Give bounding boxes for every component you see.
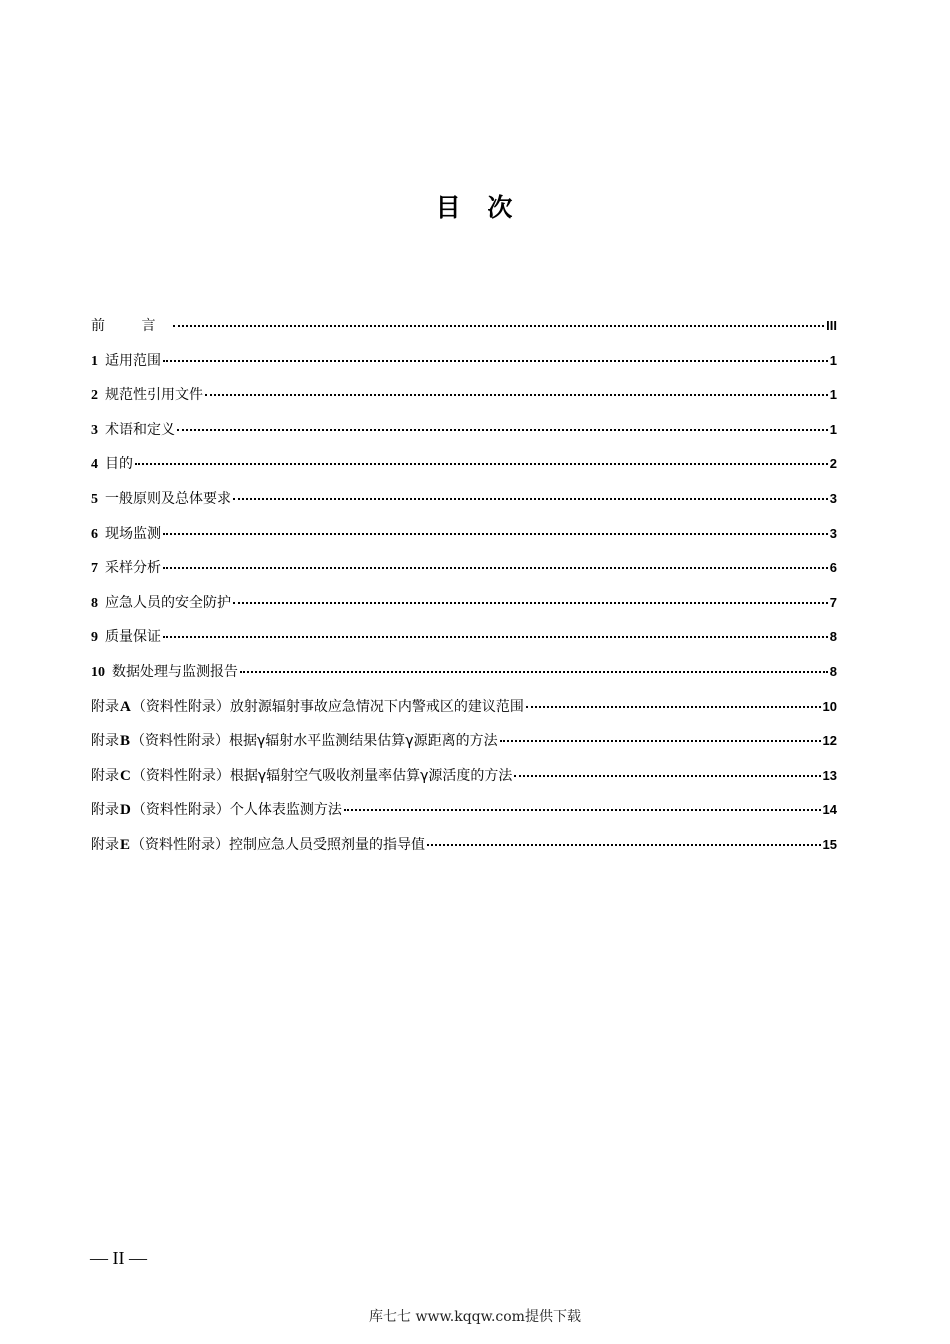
toc-page-number: 1	[829, 421, 837, 437]
toc-appendix-prefix: 附录	[91, 767, 119, 784]
toc-entry-label: （资料性附录）个人体表监测方法	[131, 802, 342, 819]
toc-entry-label: （资料性附录）控制应急人员受照剂量的指导值	[131, 836, 426, 853]
toc-entry-7[interactable]	[91, 558, 837, 593]
toc-section-number: 7	[91, 561, 98, 577]
toc-leader-dots	[344, 809, 821, 811]
toc-appendix-prefix: 附录	[91, 836, 119, 853]
toc-appendix-prefix: 附录	[91, 733, 119, 750]
toc-section-number: 10	[91, 664, 105, 680]
toc-appendix-letter: A	[120, 698, 131, 715]
toc-entry-label: （资料性附录）根据γ辐射空气吸收剂量率估算γ源活度的方法	[131, 767, 513, 784]
toc-page-number: 2	[829, 456, 837, 472]
toc-section-number: 4	[91, 457, 98, 473]
toc-appendix-prefix: 附录	[91, 802, 119, 819]
toc-page-number: 10	[822, 698, 837, 714]
toc-section-number: 6	[91, 526, 98, 542]
toc-leader-dots	[163, 360, 828, 362]
toc-entry-foreword[interactable]	[91, 316, 837, 351]
toc-entry-label: 术语和定义	[105, 421, 175, 438]
toc-page-number: 7	[829, 594, 837, 610]
toc-leader-dots	[233, 498, 828, 500]
toc-leader-dots	[163, 567, 828, 569]
toc-page-number: 14	[822, 802, 837, 818]
toc-leader-dots	[173, 325, 824, 327]
toc-appendix-letter: C	[120, 767, 131, 784]
toc-leader-dots	[135, 463, 828, 465]
toc-entry-6[interactable]	[91, 524, 837, 559]
toc-appendix-letter: D	[120, 802, 131, 819]
toc-page-number: 13	[822, 767, 837, 783]
toc-entry-4[interactable]	[91, 454, 837, 489]
toc-leader-dots	[163, 636, 828, 638]
toc-section-number: 5	[91, 491, 98, 507]
toc-page-number: 12	[822, 733, 837, 749]
toc-page-number: 3	[829, 490, 837, 506]
toc-entry-10[interactable]	[91, 662, 837, 697]
page-title: 目 次	[435, 193, 515, 222]
toc-entry-label: 采样分析	[105, 560, 161, 577]
toc-leader-dots	[205, 394, 828, 396]
toc-section-number: 1	[91, 353, 98, 369]
toc-page-number: III	[826, 318, 837, 333]
toc-entry-label: 现场监测	[105, 525, 161, 542]
toc-leader-dots	[514, 775, 820, 777]
toc-entry-label: 前 言	[91, 318, 172, 334]
table-of-contents	[91, 316, 837, 870]
toc-entry-label: 规范性引用文件	[105, 387, 203, 404]
toc-entry-appendix-c[interactable]	[91, 766, 837, 801]
toc-entry-9[interactable]	[91, 627, 837, 662]
toc-entry-label: （资料性附录）放射源辐射事故应急情况下内警戒区的建议范围	[131, 698, 524, 715]
toc-entry-label: 应急人员的安全防护	[105, 594, 231, 611]
toc-page-number: 8	[829, 629, 837, 645]
toc-leader-dots	[500, 740, 821, 742]
toc-section-number: 8	[91, 595, 98, 611]
toc-page-number: 3	[829, 525, 837, 541]
footer-page-number: — II —	[90, 1248, 147, 1268]
toc-entry-label: 质量保证	[105, 629, 161, 646]
toc-leader-dots	[163, 533, 828, 535]
toc-entry-1[interactable]	[91, 351, 837, 386]
toc-section-number: 9	[91, 630, 98, 646]
toc-entry-label: 适用范围	[105, 352, 161, 369]
toc-entry-appendix-e[interactable]	[91, 835, 837, 870]
toc-entry-appendix-b[interactable]	[91, 731, 837, 766]
toc-leader-dots	[177, 429, 828, 431]
toc-entry-appendix-a[interactable]	[91, 697, 837, 732]
toc-page-number: 15	[822, 836, 837, 852]
toc-section-number: 2	[91, 388, 98, 404]
toc-entry-3[interactable]	[91, 420, 837, 455]
toc-page-number: 6	[829, 560, 837, 576]
toc-entry-2[interactable]	[91, 385, 837, 420]
footer-source-note: 库七七 www.kqqw.com提供下载	[369, 1309, 581, 1325]
toc-leader-dots	[233, 602, 828, 604]
toc-leader-dots	[427, 844, 821, 846]
toc-entry-label: 数据处理与监测报告	[112, 663, 238, 680]
toc-entry-5[interactable]	[91, 489, 837, 524]
toc-entry-label: 一般原则及总体要求	[105, 490, 231, 507]
toc-page-number: 1	[829, 352, 837, 368]
toc-entry-appendix-d[interactable]	[91, 800, 837, 835]
toc-leader-dots	[526, 706, 821, 708]
toc-entry-label: （资料性附录）根据γ辐射水平监测结果估算γ源距离的方法	[131, 733, 498, 750]
toc-section-number: 3	[91, 422, 98, 438]
toc-appendix-letter: E	[120, 836, 131, 853]
toc-appendix-prefix: 附录	[91, 698, 119, 715]
toc-page-number: 8	[829, 663, 837, 679]
toc-page-number: 1	[829, 387, 837, 403]
toc-leader-dots	[240, 671, 828, 673]
toc-appendix-letter: B	[120, 733, 131, 750]
toc-entry-label: 目的	[105, 456, 133, 473]
toc-entry-8[interactable]	[91, 593, 837, 628]
